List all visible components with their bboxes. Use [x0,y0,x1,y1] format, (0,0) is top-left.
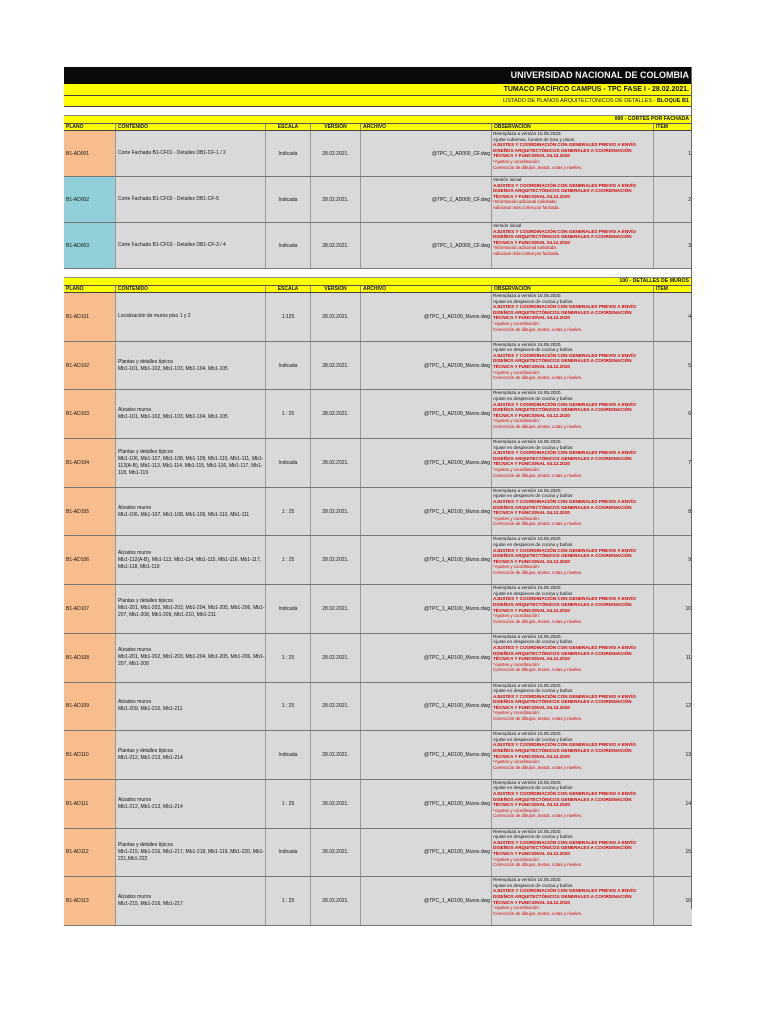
obs-detail-text: Corrección de dibujos, textos, cotas y niveles. [493,472,583,478]
escala-cell: 1 : 25 [266,877,311,925]
section-muros-rows [64,293,692,926]
obs-version-note: Reemplaza a versión 15.05.2020. [493,633,562,639]
contenido-text [118,359,228,373]
table-row [64,131,692,177]
observacion-cell [492,342,654,390]
contenido-line-2: Mb1-212, Mb1-213, Mb1-214 [118,803,183,810]
obs-coordination-note: AJUSTES Y COORDINACIÓN CON GENERALES PREVIO A ENVÍO DISEÑOS ARQUITECTÓNICOS GENERALES A COORDINACIÓN TÉCNICA Y FUNCIONAL 04.12.2020 [493,645,636,662]
obs-adjust-note: Ajuste en despieces de cocina y baños [493,590,573,596]
contenido-cell: Corte Fachada B1-CF02 - Detalles DB1-CF-5 [116,177,266,222]
item-cell: 10 [685,605,691,612]
col-observacion: OBSERVACIÓN [492,286,654,292]
version-cell: 28.02.2021. [311,683,361,731]
obs-version-note: Reemplaza a versión 15.05.2020. [493,390,562,396]
escala-cell: 1 : 25 [266,780,311,828]
obs-coordination-note: AJUSTES Y COORDINACIÓN CON GENERALES PREVIO A ENVÍO DISEÑOS ARQUITECTÓNICOS GENERALES A COORDINACIÓN TÉCNICA Y FUNCIONAL 04.12.2020 [493,304,636,321]
obs-detail-heading: *Ajustes y coordinación: [493,856,540,862]
obs-coordination-note: AJUSTES Y COORDINACIÓN CON GENERALES PREVIO A ENVÍO DISEÑOS ARQUITECTÓNICOS GENERALES A COORDINACIÓN TÉCNICA Y FUNCIONAL 04.12.2020 [493,450,636,467]
obs-detail-text: Corrección de dibujos, textos, cotas y niveles. [493,862,583,868]
table-row [64,829,692,878]
contenido-line-1: Alzados muros [118,894,152,901]
obs-coordination-note: AJUSTES Y COORDINACIÓN CON GENERALES PREVIO A ENVÍO DISEÑOS ARQUITECTÓNICOS GENERALES A COORDINACIÓN TÉCNICA Y FUNCIONAL 04.12.2020 [493,888,636,905]
contenido-line-2: Mb1-215, Mb1-216, Mb1-217 [118,901,183,908]
contenido-line-1: Localización de muros piso 1 y 2 [118,313,191,320]
obs-coordination-note: AJUSTES Y COORDINACIÓN CON GENERALES PREVIO A ENVÍO DISEÑOS ARQUITECTÓNICOS GENERALES A COORDINACIÓN TÉCNICA Y FUNCIONAL 04.12.2020 [493,742,636,759]
contenido-text [118,647,265,668]
archivo-cell: @TPC_1_AD100_Muros.dwg [361,829,492,877]
col-contenido: CONTENIDO [116,124,266,130]
escala-cell: 1:125 [266,293,311,341]
contenido-cell [116,634,266,682]
archivo-cell: @TPC_1_AD000_CF.dwg [361,177,492,222]
obs-adjust-note: Ajuste en despieces de cocina y baños [493,736,573,742]
obs-version-note: Reemplaza a versión 15.05.2020. [493,731,562,737]
contenido-line-1: Plantas y detalles típicos [118,358,174,365]
contenido-line-2: Mb1-201, Mb1-202, Mb1-203, Mb1-204, Mb1-205, Mb1-206, Mb1-207, Mb1-208 [118,654,265,668]
contenido-cell [116,877,266,925]
obs-adjust-note: Ajuste en despieces de cocina y baños [493,882,573,888]
obs-detail-heading: *Ajustes y coordinación: [493,807,540,813]
col-observacion: OBSERVACION [492,124,654,130]
observacion-cell [492,177,654,222]
archivo-cell: @TPC_1_AD100_Muros.dwg [361,342,492,390]
col-plano: PLANO [64,286,116,292]
contenido-line-2: Mb1-101, Mb1-102, Mb1-103, Mb1-104, Mb1-105 [118,414,228,421]
table-row [64,683,692,732]
obs-coordination-note: AJUSTES Y COORDINACIÓN CON GENERALES PREVIO A ENVÍO DISEÑOS ARQUITECTÓNICOS GENERALES A COORDINACIÓN TÉCNICA Y FUNCIONAL 04.12.2020 [493,791,636,808]
obs-detail-text: Corrección de dibujos, textos, cotas y niveles. [493,910,583,916]
archivo-cell: @TPC_1_AD100_Muros.dwg [361,390,492,438]
contenido-text [118,449,265,477]
archivo-cell: @TPC_1_AD100_Muros.dwg [361,877,492,925]
obs-adjust-note: Ajuste en despieces de cocina y baños [493,542,573,548]
obs-version-note: Reemplaza a versión 15.05.2020. [493,341,562,347]
obs-detail-heading: *Información adicional solicitada: [493,245,557,251]
obs-detail-heading: *Ajustes y coordinación: [493,320,540,326]
observacion-cell [492,488,654,536]
version-cell: 28.02.2021. [311,439,361,487]
plano-cell[interactable]: B1-AD002 [64,177,116,222]
table-row [64,536,692,585]
contenido-text [118,407,228,421]
obs-coordination-note: AJUSTES Y COORDINACIÓN CON GENERALES PREVIO A ENVÍO DISEÑOS ARQUITECTÓNICOS GENERALES A COORDINACIÓN TÉCNICA Y FUNCIONAL 04.12.2020 [493,693,636,710]
col-item: ITEM [656,124,668,130]
col-contenido: CONTENIDO [116,286,266,292]
table-row [64,731,692,780]
obs-detail-heading: *Ajustes y coordinación: [493,369,540,375]
plano-cell[interactable]: B1-AD101 [64,293,116,341]
observacion-cell [492,223,654,268]
contenido-line-1: Alzados muros [118,796,152,803]
item-cell: 12 [685,703,691,710]
version-cell: 28.02.2021. [311,131,361,176]
observacion-cell [492,731,654,779]
observacion-cell [492,536,654,584]
item-cell: 2 [688,196,691,203]
obs-detail-heading: *Ajustes y coordinación: [493,759,540,765]
archivo-cell: @TPC_1_AD000_CF.dwg [361,131,492,176]
version-cell: 28.02.2021. [311,293,361,341]
obs-version-note: Reemplaza a versión 15.05.2020. [493,536,562,542]
obs-adjust-note: Ajuste en despieces de cocina y baños [493,493,573,499]
plano-cell[interactable]: B1-AD106 [64,536,116,584]
observacion-cell [492,390,654,438]
col-version: VERSIÓN [311,286,361,292]
obs-detail-text: Adicionar más cortes por fachada. [493,204,560,210]
contenido-text [118,598,265,619]
column-header-row [64,124,692,131]
obs-version-note: Reemplaza a versión 15.05.2020. [493,293,562,298]
obs-version-note: Reemplaza a versión 15.05.2020. [493,585,562,591]
obs-detail-heading: *Ajustes y coordinación: [493,905,540,911]
contenido-text [118,894,183,908]
contenido-cell [116,488,266,536]
contenido-line-1: Plantas y detalles típicos [118,748,174,755]
obs-coordination-note: AJUSTES Y COORDINACIÓN CON GENERALES PREVIO A ENVÍO DISEÑOS ARQUITECTÓNICOS GENERALES A COORDINACIÓN TÉCNICA Y FUNCIONAL 04.12.2020 [493,498,636,516]
escala-cell: Indicada [266,731,311,779]
item-cell: 15 [685,849,691,856]
obs-detail-text: Corrección de dibujos, textos, cotas y niveles. [493,667,583,673]
item-cell: 4 [688,313,691,320]
archivo-cell: @TPC_1_AD100_Muros.dwg [361,780,492,828]
archivo-cell: @TPC_1_AD100_Muros.dwg [361,488,492,536]
observacion-cell [492,585,654,633]
obs-coordination-note: AJUSTES Y COORDINACIÓN CON GENERALES PREVIO A ENVÍO DISEÑOS ARQUITECTÓNICOS GENERALES A COORDINACIÓN TÉCNICA Y FUNCIONAL 04.12.2020 [493,839,636,856]
contenido-line-1: Plantas y detalles típicos [118,598,174,605]
obs-adjust-note: Ajuste en despieces de cocina y baños [493,298,573,304]
table-row [64,877,692,926]
item-cell: 8 [688,508,691,515]
obs-detail-text: Corrección de dibujos, textos, cotas y niveles. [493,521,583,527]
obs-version-note: Reemplaza a versión 15.05.2020. [493,439,562,445]
section-title-cortes: 000 - CORTES POR FACHADA [64,116,692,124]
obs-detail-text: Corrección de dibujos, textos, cotas y niveles. [493,764,583,770]
archivo-cell: @TPC_1_AD100_Muros.dwg [361,634,492,682]
contenido-line-1: Plantas y detalles típicos [118,841,174,848]
contenido-line-1: Plantas y detalles típicos [118,448,174,455]
col-version: VERSIÓN [311,124,361,130]
contenido-line-1: Alzados muros [118,699,152,706]
obs-coordination-note: AJUSTES Y COORDINACIÓN CON GENERALES PREVIO A ENVÍO DISEÑOS ARQUITECTÓNICOS GENERALES A COORDINACIÓN TÉCNICA Y FUNCIONAL 04.12.2020 [493,547,636,564]
obs-adjust-note: Ajuste en despieces de cocina y baños [493,785,573,791]
contenido-cell [116,439,266,487]
version-cell: 28.02.2021. [311,177,361,222]
observacion-cell [492,780,654,828]
observacion-cell [492,683,654,731]
column-header-row [64,286,692,293]
plano-cell[interactable]: B1-AD003 [64,223,116,268]
contenido-text [118,842,265,863]
escala-cell: Indicada [266,223,311,268]
escala-cell: 1 : 25 [266,390,311,438]
obs-coordination-note: AJUSTES Y COORDINACIÓN CON GENERALES PREVIO A ENVÍO DISEÑOS ARQUITECTÓNICOS GENERALES A COORDINACIÓN TÉCNICA Y FUNCIONAL 04.12.2020 [493,352,636,370]
col-plano: PLANO [64,124,116,130]
obs-version-note: Reemplaza a versión 15.05.2020. [493,487,562,493]
obs-detail-heading: *Ajustes y coordinación: [493,661,540,667]
obs-coordination-note: AJUSTES Y COORDINACIÓN CON GENERALES PREVIO A ENVÍO DISEÑOS ARQUITECTÓNICOS GENERALES A COORDINACIÓN TÉCNICA Y FUNCIONAL 04.12.2020 [493,401,636,418]
contenido-cell [116,342,266,390]
item-cell: 11 [685,654,691,661]
obs-detail-text: Corrección de dibujos, textos, cotas y niveles. [493,570,583,575]
drawing-list-sheet [64,67,692,926]
contenido-text [118,797,183,811]
university-title: UNIVERSIDAD NACIONAL DE COLOMBIA [64,67,692,84]
archivo-cell: @TPC_1_AD100_Muros.dwg [361,585,492,633]
contenido-cell [116,829,266,877]
table-row [64,223,692,269]
version-cell: 28.02.2021. [311,877,361,925]
archivo-cell: @TPC_1_AD100_Muros.dwg [361,439,492,487]
escala-cell: Indicada [266,131,311,176]
version-cell: 28.02.2021. [311,585,361,633]
table-row [64,585,692,634]
plano-cell[interactable]: B1-AD107 [64,585,116,633]
listing-title [64,96,692,107]
contenido-cell: Corte Fachada B1-CF03 - Detalles DB1-CF-3 / 4 [116,223,266,268]
contenido-text [118,505,249,519]
observacion-cell [492,634,654,682]
obs-adjust-note: Ajuste cubiertas, bordes de losa y pisos. [493,136,576,142]
obs-version-note: Reemplaza a versión 15.05.2020. [493,779,562,785]
plano-cell[interactable]: B1-AD104 [64,439,116,487]
obs-detail-heading: *Ajustes y coordinación: [493,564,540,570]
version-cell: 28.02.2021. [311,780,361,828]
table-row [64,780,692,829]
section-cortes-rows [64,131,692,269]
obs-version-note: Reemplaza a versión 15.05.2020. [493,877,562,883]
observacion-cell [492,439,654,487]
listing-block: BLOQUE B1 [656,98,689,104]
version-cell: 28.02.2021. [311,731,361,779]
spacer-row [64,107,692,116]
contenido-line-2: Mb1-101, Mb1-102, Mb1-103, Mb1-104, Mb1-105 [118,365,228,372]
escala-cell: Indicada [266,439,311,487]
contenido-cell [116,293,266,341]
contenido-cell [116,585,266,633]
item-cell: 14 [685,800,691,807]
obs-adjust-note: Ajuste en despieces de cocina y baños [493,688,573,694]
plano-cell[interactable]: B1-AD108 [64,634,116,682]
archivo-cell: @TPC_1_AD100_Muros.dwg [361,293,492,341]
col-item: ITEM [656,286,668,292]
table-row [64,293,692,342]
item-cell: 3 [688,242,691,249]
version-cell: 28.02.2021. [311,223,361,268]
observacion-cell [492,293,654,341]
contenido-text [118,699,182,713]
obs-detail-text: Corrección de dibujos, textos, cotas y niveles. [493,813,583,819]
escala-cell: 1 : 25 [266,536,311,584]
obs-detail-text: Corrección de dibujos, textos, cotas y niveles. [493,375,583,381]
contenido-text [118,550,265,571]
spacer-row [64,269,692,278]
item-cell: 7 [688,459,691,466]
section-title-muros: 100 - DETALLES DE MUROS [64,278,692,286]
plano-cell[interactable]: B1-AD105 [64,488,116,536]
obs-adjust-note: Ajuste en despieces de cocina y baños [493,347,573,353]
obs-version-note: Versión inicial [493,177,522,182]
contenido-cell [116,390,266,438]
escala-cell: 1 : 25 [266,488,311,536]
obs-detail-text: Corrección de dibujos, textos, cotas y niveles. [493,326,583,332]
contenido-cell [116,536,266,584]
contenido-cell [116,780,266,828]
plano-cell[interactable]: B1-AD111 [64,780,116,828]
campus-title: TUMACO PACÍFICO CAMPUS - TPC FASE I - 28.02.2021. [64,84,692,96]
contenido-line-1: Alzados muros [118,407,152,414]
observacion-cell [492,877,654,925]
escala-cell: Indicada [266,829,311,877]
obs-detail-text: Corrección de dibujos, textos, cotas y niveles. [493,716,583,722]
contenido-line-2: Mb1-106, Mb1-107, Mb1-108, Mb1-109, Mb1-110, Mb1-111 [118,511,250,518]
obs-coordination-note: AJUSTES Y COORDINACIÓN CON GENERALES PREVIO A ENVÍO DISEÑOS ARQUITECTÓNICOS GENERALES A COORDINACIÓN TÉCNICA Y FUNCIONAL 04.12.2020 [493,228,636,245]
item-cell: 9 [688,557,691,564]
item-cell: 5 [688,362,691,369]
contenido-line-1: Alzados muros [118,549,152,556]
archivo-cell: @TPC_1_AD000_CF.dwg [361,223,492,268]
escala-cell: Indicada [266,585,311,633]
obs-detail-heading: *Ajustes y coordinación: [493,710,540,716]
contenido-cell: Corte Fachada B1-CF01 - Detalles DB1-CF-1 / 2 [116,131,266,176]
escala-cell: 1 : 25 [266,683,311,731]
sheet-border [691,67,692,909]
contenido-cell [116,683,266,731]
col-escala: ESCALA [266,286,311,292]
version-cell: 28.02.2021. [311,829,361,877]
contenido-line-2: Mb1-112(A-B), Mb1-113, Mb1-114, Mb1-115, Mb1-116, Mb1-117, Mb1-118, Mb1-119 [118,556,262,570]
obs-coordination-note: AJUSTES Y COORDINACIÓN CON GENERALES PREVIO A ENVÍO DISEÑOS ARQUITECTÓNICOS GENERALES A COORDINACIÓN TÉCNICA Y FUNCIONAL 04.12.2020 [493,596,636,613]
obs-detail-heading: *Ajustes y coordinación: [493,613,540,619]
version-cell: 28.02.2021. [311,390,361,438]
version-cell: 28.02.2021. [311,536,361,584]
version-cell: 28.02.2021. [311,634,361,682]
plano-cell[interactable]: B1-AD102 [64,342,116,390]
contenido-line-1: Alzados muros [118,504,152,511]
contenido-line-2: Mb1-215, Mb1-216, Mb1-217, Mb1-218, Mb1-119, Mb1-220, Mb1-221,Mb1-222 [118,848,265,862]
item-cell: 1 [688,150,691,157]
observacion-cell [492,829,654,877]
escala-cell: Indicada [266,342,311,390]
archivo-cell: @TPC_1_AD100_Muros.dwg [361,683,492,731]
escala-cell: Indicada [266,177,311,222]
escala-cell: 1 : 25 [266,634,311,682]
contenido-line-2: Mb1-106, Mb1-107, Mb1-108, Mb1-109, Mb1-110, Mb1-111, Mb1-112(A-B), Mb1-113, Mb1-114, Mb1-115, Mb1-116, Mb1-117, Mb1-118, Mb1-119 [118,455,264,476]
contenido-line-1: Alzados muros [118,647,152,654]
table-row [64,439,692,488]
obs-adjust-note: Ajuste en despieces de cocina y baños [493,639,573,645]
obs-detail-heading: *Información adicional solicitada: [493,199,557,205]
plano-cell[interactable]: B1-AD110 [64,731,116,779]
plano-cell[interactable]: B1-AD112 [64,829,116,877]
item-cell: 6 [688,411,691,418]
table-row [64,342,692,391]
table-row [64,177,692,223]
col-archivo: ARCHIVO [361,124,492,130]
table-row [64,634,692,683]
observacion-cell [492,131,654,176]
plano-cell[interactable]: B1-AD001 [64,131,116,176]
obs-adjust-note: Ajuste en despieces de cocina y baños [493,444,573,450]
obs-coordination-note: AJUSTES Y COORDINACIÓN CON GENERALES PREVIO A ENVÍO DISEÑOS ARQUITECTÓNICOS GENERALES A COORDINACIÓN TÉCNICA Y FUNCIONAL 04.12.2020 [493,182,636,199]
archivo-cell: @TPC_1_AD100_Muros.dwg [361,536,492,584]
col-escala: ESCALA [266,124,311,130]
obs-detail-heading: *Ajustes y coordinación: [493,515,540,521]
obs-detail-heading: *Ajustes y coordinación: [493,418,540,424]
obs-coordination-note: AJUSTES Y COORDINACIÓN CON GENERALES PREVIO A ENVÍO DISEÑOS ARQUITECTÓNICOS GENERALES A COORDINACIÓN TÉCNICA Y FUNCIONAL 04.12.2020 [493,142,636,159]
contenido-line-2: Mb1-201, Mb1-202, Mb1-203, Mb1-204, Mb1-205, Mb1-206, Mb1-207, Mb1-208, Mb1-209, Mb1-210, Mb1-211 [118,605,265,619]
obs-detail-text: Corrección de dibujos, textos, cotas y niveles. [493,164,583,170]
plano-cell[interactable]: B1-AD103 [64,390,116,438]
obs-detail-text: Corrección de dibujos, textos, cotas y niveles. [493,423,583,429]
obs-adjust-note: Ajuste en despieces de cocina y baños [493,395,573,401]
contenido-line-2: Mb1-212, Mb1-213, Mb1-214 [118,755,183,762]
plano-cell[interactable]: B1-AD109 [64,683,116,731]
plano-cell[interactable]: B1-AD113 [64,877,116,925]
table-row [64,488,692,537]
contenido-line-2: Mb1-209, Mb1-210, Mb1-211 [118,706,183,713]
item-cell: 13 [685,752,691,759]
contenido-cell [116,731,266,779]
obs-version-note: Reemplaza a versión 15.05.2020. [493,828,562,834]
archivo-cell: @TPC_1_AD100_Muros.dwg [361,731,492,779]
listing-prefix: LISTADO DE PLANOS ARQUITECTÓNICOS DE DETALLES - [502,98,657,104]
version-cell: 28.02.2021. [311,488,361,536]
obs-version-note: Versión inicial [493,223,522,228]
obs-detail-heading: *Ajustes y coordinación: [493,467,540,473]
obs-adjust-note: Ajuste en despieces de cocina y baños [493,834,573,840]
version-cell: 28.02.2021. [311,342,361,390]
col-archivo: ARCHIVO [361,286,492,292]
contenido-text [118,313,191,320]
table-row [64,390,692,439]
obs-detail-text: Corrección de dibujos, textos, cotas y niveles. [493,618,583,624]
obs-detail-text: Adicionar más cortes por fachada. [493,250,560,256]
obs-detail-heading: *Ajustes y coordinación: [493,158,540,164]
contenido-text [118,748,183,762]
obs-version-note: Reemplaza a versión 15.05.2020. [493,682,562,688]
obs-version-note: Reemplaza a versión 15.05.2020. [493,131,562,136]
item-cell: 16 [685,898,691,905]
